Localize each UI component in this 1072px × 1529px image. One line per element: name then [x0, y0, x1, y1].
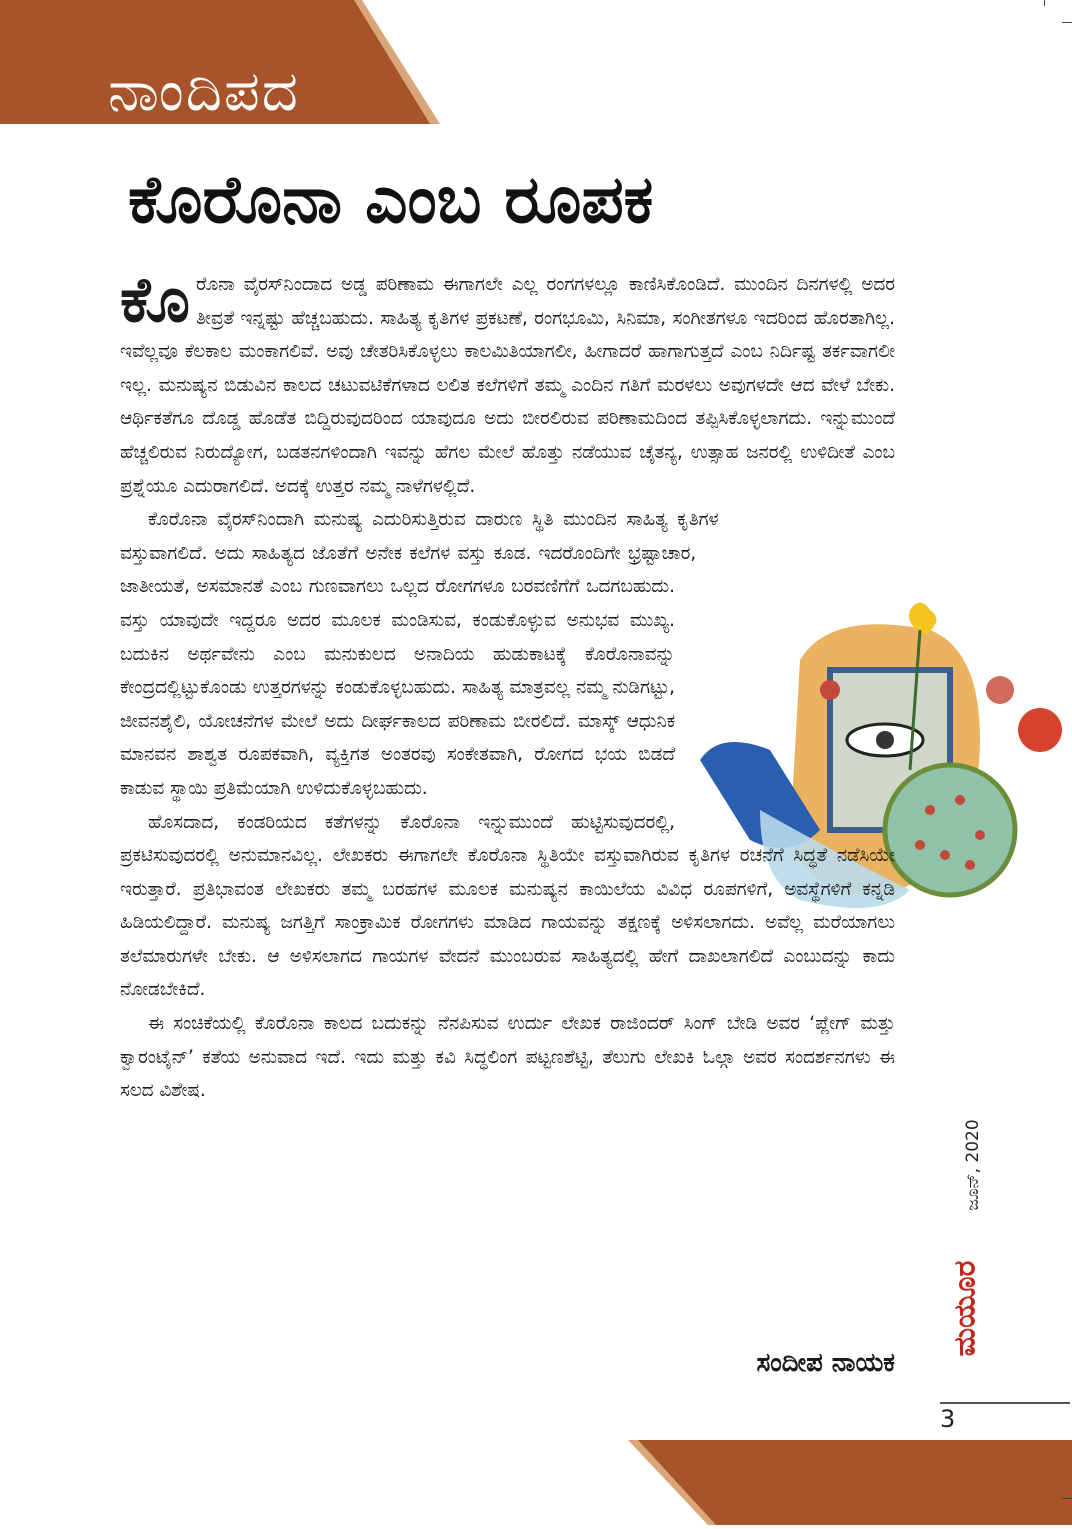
paragraph-1-text: ರೊನಾ ವೈರಸ್‌ನಿಂದಾದ ಅಡ್ಡ ಪರಿಣಾಮ ಈಗಾಗಲೇ ಎಲ್ಲ ರಂಗಗಳಲ್ಲೂ ಕಾಣಿಸಿಕೊಂಡಿದೆ. ಮುಂದಿನ ದಿನಗಳಲ್ಲಿ ಅದರ ತೀವ್ರತೆ ಇನ್ನಷ್ಟು ಹೆಚ್ಚಬಹುದು. ಸಾಹಿತ್ಯ ಕೃತಿಗಳ ಪ್ರಕಟಣೆ, ರಂಗಭೂಮಿ, ಸಿನಿಮಾ, ಸಂಗೀತಗಳೂ ಇದರಿಂದ ಹೊರತಾಗಿಲ್ಲ. ಇವೆಲ್ಲವೂ ಕೆಲಕಾಲ ಮಂಕಾಗಲಿವೆ. ಅವು ಚೇತರಿಸಿಕೊಳ್ಳಲು ಕಾಲಮಿತಿಯಾಗಲೀ, ಹೀಗಾದರೆ ಹಾಗಾಗುತ್ತದೆ ಎಂಬ ನಿರ್ದಿಷ್ಟ ತರ್ಕವಾಗಲೀ ಇಲ್ಲ. ಮನುಷ್ಯನ ಬಿಡುವಿನ ಕಾಲದ ಚಟುವಟಿಕೆಗಳಾದ ಲಲಿತ ಕಲೆಗಳಿಗೆ ತಮ್ಮ ಎಂದಿನ ಗತಿಗೆ ಮರಳಲು ಅವುಗಳದೇ ಆದ ವೇಳೆ ಬೇಕು. ಆರ್ಥಿಕತೆಗೂ ದೊಡ್ಡ ಹೊಡೆತ ಬಿದ್ದಿರುವುದರಿಂದ ಯಾವುದೂ ಅದು ಬೀರಲಿರುವ ಪರಿಣಾಮದಿಂದ ತಪ್ಪಿಸಿಕೊಳ್ಳಲಾಗದು. ಇನ್ನುಮುಂದೆ ಹೆಚ್ಚಲಿರುವ ನಿರುದ್ಯೋಗ, ಬಡತನಗಳಿಂದಾಗಿ ಇವನ್ನು ಹೆಗಲ ಮೇಲೆ ಹೊತ್ತು ನಡೆಯುವ ಚೈತನ್ಯ, ಉತ್ಸಾಹ ಜನರಲ್ಲಿ ಉಳಿದೀತೆ ಎಂಬ ಪ್ರಶ್ನೆಯೂ ಎದುರಾಗಲಿದೆ. ಅದಕ್ಕೆ ಉತ್ತರ ನಮ್ಮ ನಾಳೆಗಳಲ್ಲಿದೆ.	[120, 274, 895, 497]
footer-band	[628, 1440, 1072, 1525]
magazine-logo-text: ಮಯೂರ	[947, 1260, 983, 1357]
crop-mark	[1044, 0, 1045, 6]
crop-mark	[1062, 22, 1072, 23]
magazine-logo	[945, 1245, 985, 1375]
page-number-rule	[940, 1402, 1070, 1404]
drop-cap: ಕೊ	[120, 263, 190, 336]
article-body	[120, 263, 895, 1108]
paragraph-3	[120, 806, 895, 1008]
page-title: ಕೊರೊನಾ ಎಂಬ ರೂಪಕ	[128, 161, 654, 238]
issue-date-text: ಜೂನ್, 2020	[963, 1119, 983, 1211]
paragraph-4-text: ಈ ಸಂಚಿಕೆಯಲ್ಲಿ ಕೊರೊನಾ ಕಾಲದ ಬದುಕನ್ನು ನೆನಪಿಸುವ ಉರ್ದು ಲೇಖಕ ರಾಜಿಂದರ್ ಸಿಂಗ್ ಬೇಡಿ ಅವರ ‘ಪ್ಲೇಗ್ ಮತ್ತು ಕ್ವಾರಂಟೈನ್’ ಕತೆಯ ಅನುವಾದ ಇದೆ. ಇದು ಮತ್ತು ಕವಿ ಸಿದ್ಧಲಿಂಗ ಪಟ್ಟಣಶೆಟ್ಟಿ, ತೆಲುಗು ಲೇಖಕಿ ಓಲ್ಗಾ ಅವರ ಸಂದರ್ಶನಗಳು ಈ ಸಲದ ವಿಶೇಷ.	[120, 1013, 895, 1102]
page-number: 3	[940, 1405, 956, 1433]
author-name: ಸಂದೀಪ ನಾಯಕ	[756, 1348, 895, 1378]
crop-mark	[1062, 1498, 1072, 1499]
paragraph-3-text: ಹೊಸದಾದ, ಕಂಡರಿಯದ ಕತೆಗಳನ್ನು ಕೊರೊನಾ ಇನ್ನುಮುಂದೆ ಹುಟ್ಟಿಸುವುದರಲ್ಲಿ, ಪ್ರಕಟಿಸುವುದರಲ್ಲಿ ಅನುಮಾನವಿಲ್ಲ. ಲೇಖಕರು ಈಗಾಗಲೇ ಕೊರೊನಾ ಸ್ಥಿತಿಯೇ ವಸ್ತುವಾಗಿರುವ ಕೃತಿಗಳ ರಚನೆಗೆ ಸಿದ್ಧತೆ ನಡೆಸಿಯೇ ಇರುತ್ತಾರೆ. ಪ್ರತಿಭಾವಂತ ಲೇಖಕರು ತಮ್ಮ ಬರಹಗಳ ಮೂಲಕ ಮನುಷ್ಯನ ಕಾಯಿಲೆಯ ವಿವಿಧ ರೂಪಗಳಿಗೆ, ಅವಸ್ಥೆಗಳಿಗೆ ಕನ್ನಡಿ ಹಿಡಿಯಲಿದ್ದಾರೆ. ಮನುಷ್ಯ ಜಗತ್ತಿಗೆ ಸಾಂಕ್ರಾಮಿಕ ರೋಗಗಳು ಮಾಡಿದ ಗಾಯವನ್ನು ತಕ್ಷಣಕ್ಕೆ ಅಳಿಸಲಾಗದು. ಅವೆಲ್ಲ ಮರೆಯಾಗಲು ತಲೆಮಾರುಗಳೇ ಬೇಕು. ಆ ಅಳಿಸಲಾಗದ ಗಾಯಗಳ ವೇದನೆ ಮುಂಬರುವ ಸಾಹಿತ್ಯದಲ್ಲಿ ಹೇಗೆ ದಾಖಲಾಗಲಿದೆ ಎಂಬುದನ್ನು ಕಾದು ನೋಡಬೇಕಿದೆ.	[120, 811, 895, 1001]
paragraph-2-text: ಕೊರೊನಾ ವೈರಸ್‌ನಿಂದಾಗಿ ಮನುಷ್ಯ ಎದುರಿಸುತ್ತಿರುವ ದಾರುಣ ಸ್ಥಿತಿ ಮುಂದಿನ ಸಾಹಿತ್ಯ ಕೃತಿಗಳ ವಸ್ತುವಾಗಲಿದೆ. ಅದು ಸಾಹಿತ್ಯದ ಜೊತೆಗೆ ಅನೇಕ ಕಲೆಗಳ ವಸ್ತು ಕೂಡ. ಇದರೊಂದಿಗೇ ಭ್ರಷ್ಟಾಚಾರ, ಜಾತೀಯತೆ, ಅಸಮಾನತೆ ಎಂಬ ಗುಣವಾಗಲು ಒಲ್ಲದ ರೋಗಗಳೂ ಬರವಣಿಗೆಗೆ ಒದಗಬಹುದು. ವಸ್ತು ಯಾವುದೇ ಇದ್ದರೂ ಅದರ ಮೂಲಕ ಮಂಡಿಸುವ, ಕಂಡುಕೊಳ್ಳುವ ಅನುಭವ ಮುಖ್ಯ. ಬದುಕಿನ ಅರ್ಥವೇನು ಎಂಬ ಮನುಕುಲದ ಅನಾದಿಯ ಹುಡುಕಾಟಕ್ಕೆ ಕೊರೊನಾವನ್ನು ಕೇಂದ್ರದಲ್ಲಿಟ್ಟುಕೊಂಡು ಉತ್ತರಗಳನ್ನು ಕಂಡುಕೊಳ್ಳಬಹುದು. ಸಾಹಿತ್ಯ ಮಾತ್ರವಲ್ಲ ನಮ್ಮ ನುಡಿಗಟ್ಟು, ಜೀವನಶೈಲಿ, ಯೋಚನೆಗಳ ಮೇಲೆ ಅದು ದೀರ್ಘಕಾಲದ ಪರಿಣಾಮ ಬೀರಲಿದೆ. ಮಾಸ್ಕ್ ಆಧುನಿಕ ಮಾನವನ ಶಾಶ್ವತ ರೂಪಕವಾಗಿ, ವ್ಯಕ್ತಿಗತ ಅಂತರವು ಸಂಕೇತವಾಗಿ, ರೋಗದ ಭಯ ಬಿಡದೆ ಕಾಡುವ ಸ್ಥಾಯಿ ಪ್ರತಿಮೆಯಾಗಿ ಉಳಿದುಕೊಳ್ಳಬಹುದು.	[120, 509, 719, 799]
paragraph-1	[120, 263, 895, 503]
paragraph-2	[120, 503, 895, 805]
issue-date	[958, 1115, 982, 1225]
footer-shape	[628, 1440, 1072, 1525]
illustration-wrap-space	[675, 503, 895, 833]
section-label: ನಾಂದಿಪದ	[108, 59, 300, 124]
paragraph-4	[120, 1007, 895, 1108]
